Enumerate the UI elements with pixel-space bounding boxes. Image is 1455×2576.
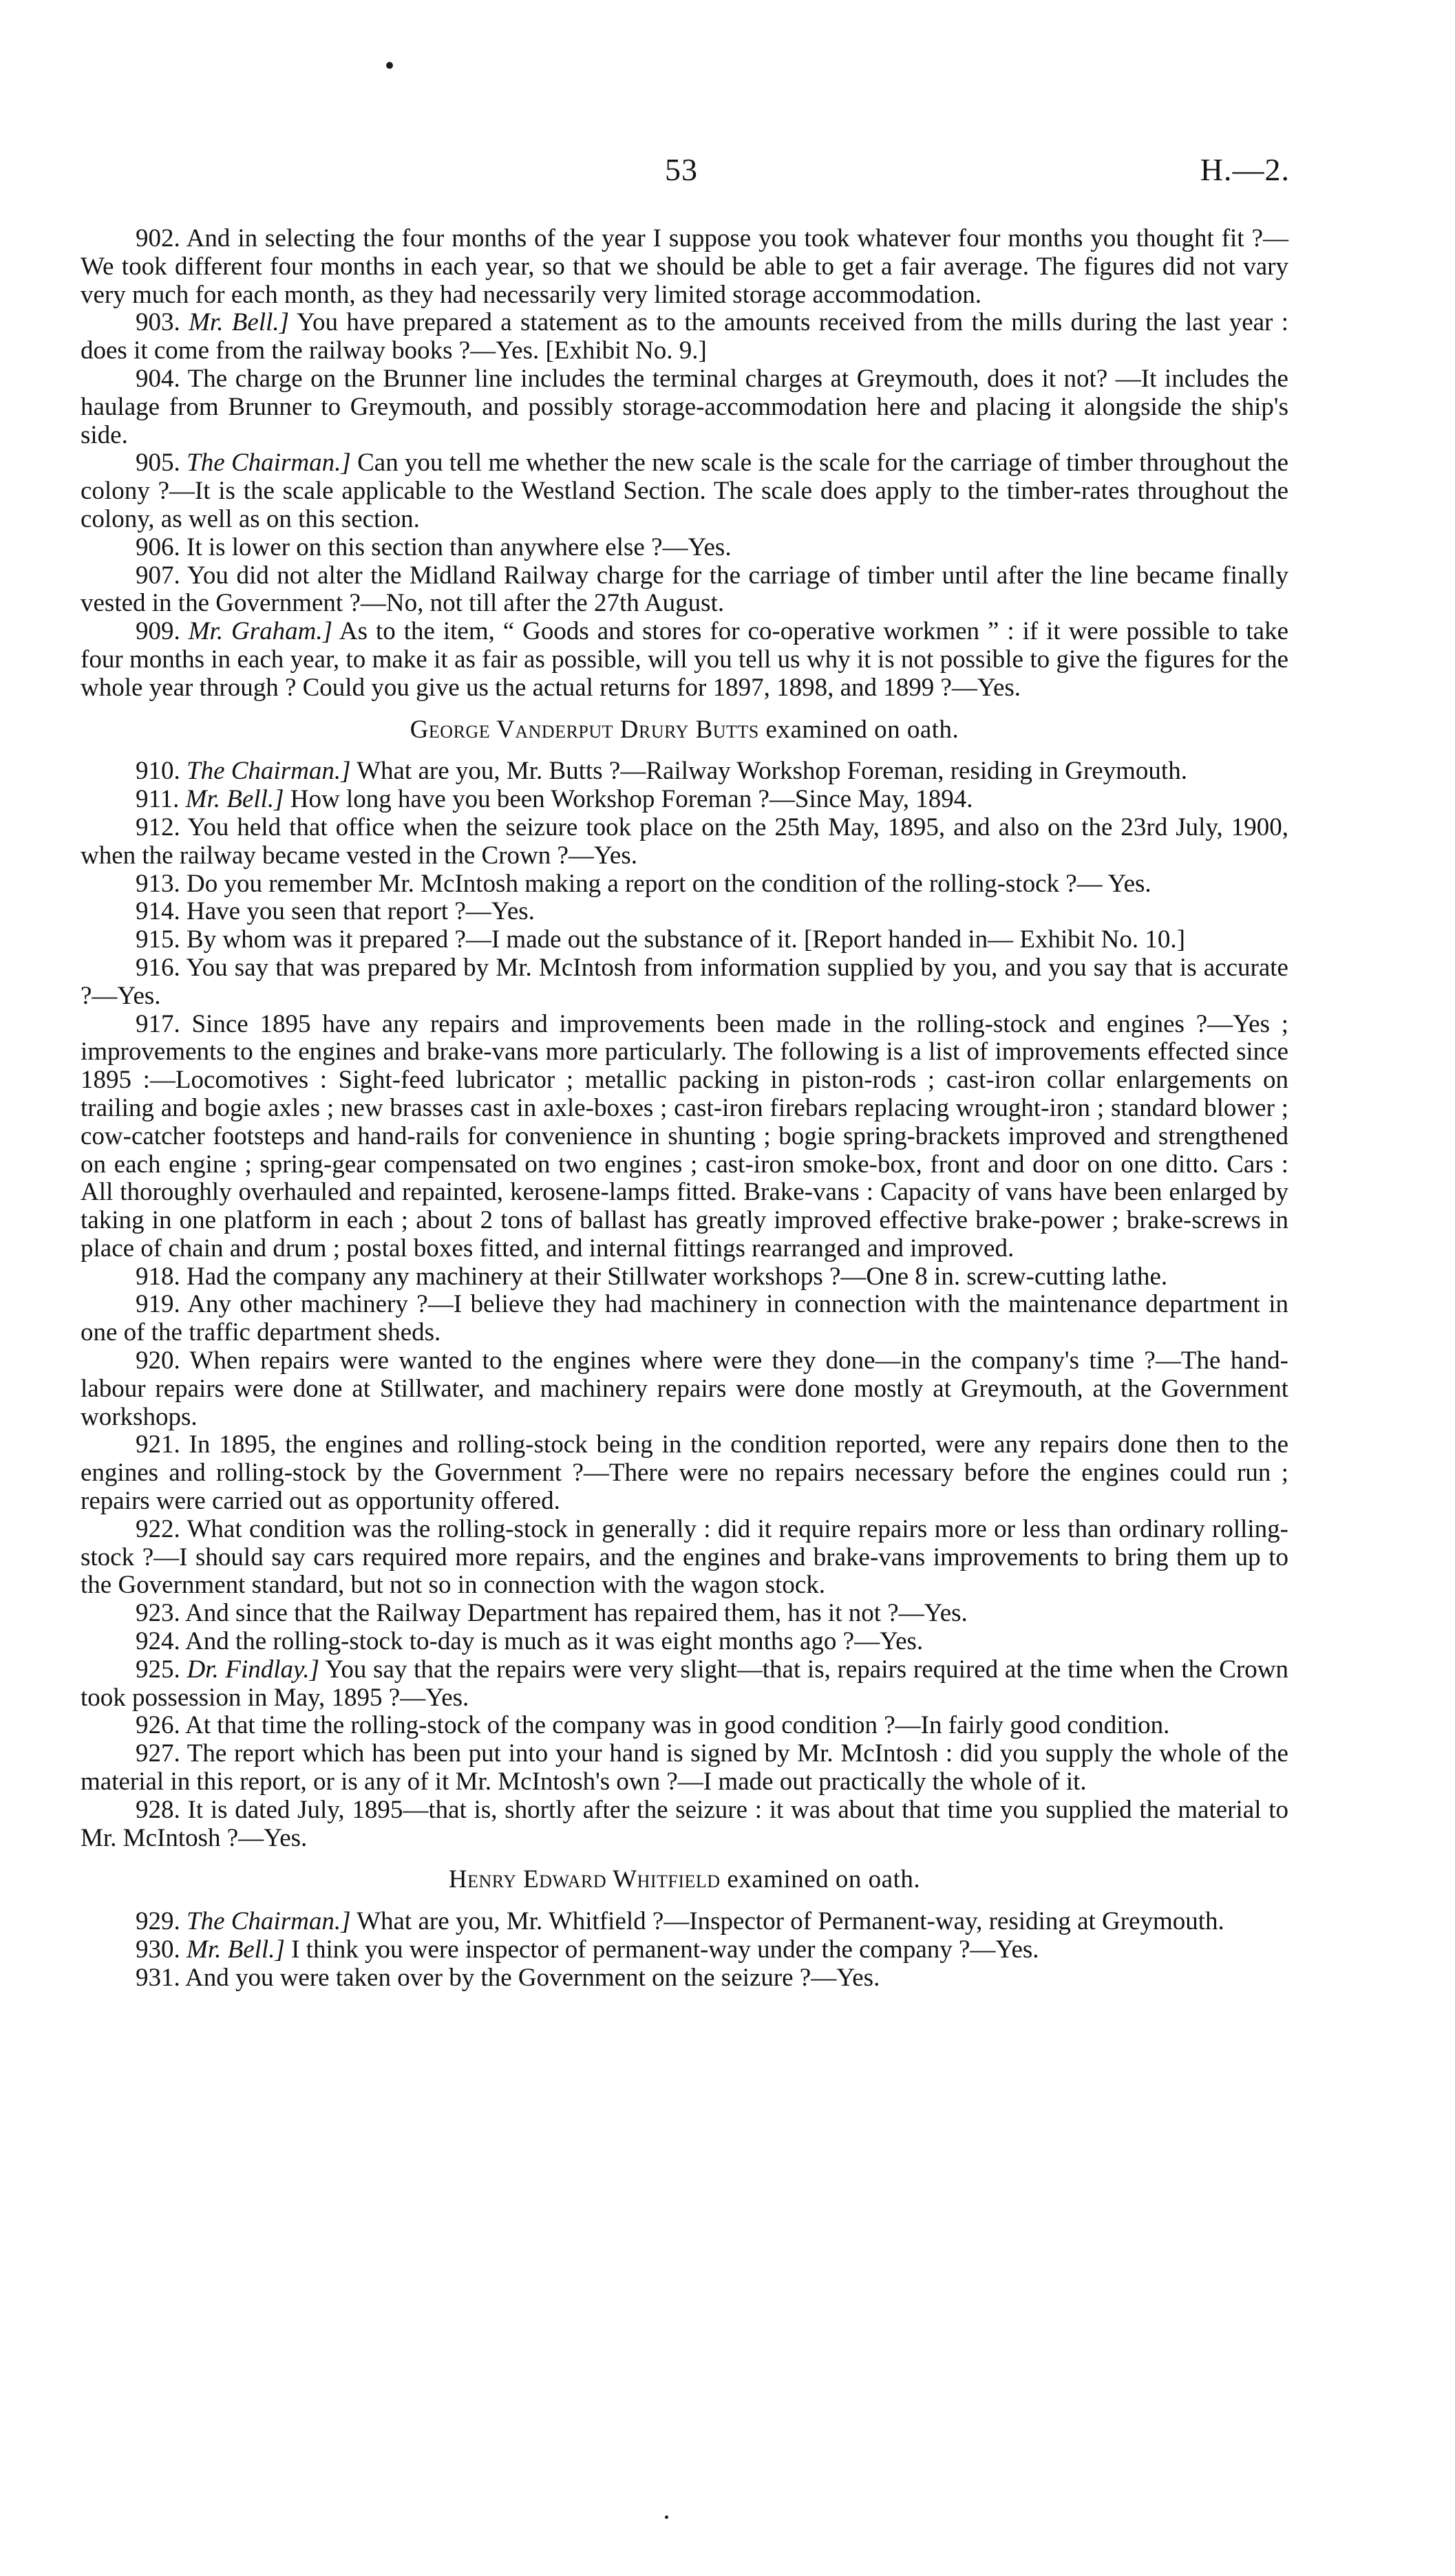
witness-heading-suffix: examined on oath. <box>765 715 959 744</box>
question-number: 913. <box>136 869 180 898</box>
testimony-paragraph <box>81 1936 1288 1964</box>
paragraph-text: It is lower on this section than anywhere else ?—Yes. <box>187 533 732 561</box>
page-number: 53 <box>665 152 698 187</box>
paragraph-text: You held that office when the seizure took place on the 25th May, 1895, and also on the 23rd July, 1900, when the railway became vested in the Crown ?—Yes. <box>81 813 1288 870</box>
question-number: 912. <box>136 813 180 841</box>
testimony-paragraph <box>81 225 1288 309</box>
testimony-paragraph <box>81 758 1288 786</box>
question-number: 931. <box>136 1963 180 1992</box>
paragraph-text: Any other machinery ?—I believe they had machinery in connection with the maintenance department in one of the traffic department sheds. <box>81 1290 1288 1347</box>
testimony-paragraph <box>81 365 1288 449</box>
paragraph-text: In 1895, the engines and rolling-stock being in the condition reported, were any repairs done then to the engines and rolling-stock by the Government ?—There were no repairs necessary before the engines could run ; repairs were carried out as opportunity offered. <box>81 1430 1288 1516</box>
question-number: 930. <box>136 1935 180 1964</box>
question-number: 920. <box>136 1346 180 1375</box>
speaker-name: Mr. Bell.] <box>189 308 290 337</box>
testimony-paragraph <box>81 1628 1288 1656</box>
paragraph-text: You did not alter the Midland Railway charge for the carriage of timber until after the line became finally vested in the Government ?—No, not till after the 27th August. <box>81 561 1288 618</box>
speaker-name: The Chairman.] <box>187 757 351 786</box>
paragraph-text: It is dated July, 1895—that is, shortly after the seizure : it was about that time you supplied the material to Mr. McIntosh ?—Yes. <box>81 1795 1289 1852</box>
page-body <box>81 225 1288 1993</box>
question-number: 917. <box>136 1009 180 1038</box>
question-number: 924. <box>136 1627 180 1656</box>
witness-heading <box>81 1866 1288 1894</box>
witness-heading <box>81 716 1288 744</box>
paragraph-text: The charge on the Brunner line includes the terminal charges at Greymouth, does it not? —It includes the haulage from Brunner to Greymouth, and possibly storage-accommodation here and placing it alongside the ship's side. <box>81 364 1288 449</box>
paragraph-text: What condition was the rolling-stock in generally : did it require repairs more or less than ordinary rolling-stock ?—I should say cars required more repairs, and the engines and brake-vans improvements to bring them up to the Government standard, but not so in connection with the wagon stock. <box>81 1514 1288 1600</box>
question-number: 919. <box>136 1290 180 1319</box>
witness-heading-suffix: examined on oath. <box>727 1865 921 1894</box>
ink-speck-top <box>386 62 393 69</box>
document-reference: H.—2. <box>1200 152 1290 187</box>
testimony-paragraph <box>81 1600 1288 1628</box>
question-number: 905. <box>136 449 180 477</box>
question-number: 918. <box>136 1262 180 1291</box>
question-number: 923. <box>136 1599 180 1628</box>
paragraph-text: How long have you been Workshop Foreman ?—Since May, 1894. <box>290 785 973 814</box>
testimony-paragraph <box>81 898 1288 926</box>
testimony-paragraph <box>81 1964 1288 1993</box>
question-number: 926. <box>136 1711 180 1740</box>
testimony-paragraph <box>81 1796 1288 1853</box>
testimony-paragraph <box>81 926 1288 954</box>
testimony-paragraph <box>81 814 1288 870</box>
speaker-name: The Chairman.] <box>187 449 351 477</box>
question-number: 914. <box>136 897 180 926</box>
witness-name: George Vanderput Drury Butts <box>410 715 759 744</box>
paragraph-text: When repairs were wanted to the engines where were they done—in the company's time ?—The hand-labour repairs were done at Stillwater, and machinery repairs were done mostly at Greymouth, at the Government workshops. <box>81 1346 1288 1431</box>
paragraph-text: And the rolling-stock to-day is much as it was eight months ago ?—Yes. <box>184 1627 924 1656</box>
testimony-paragraph <box>81 562 1288 619</box>
question-number: 922. <box>136 1514 180 1543</box>
question-number: 906. <box>136 533 180 561</box>
testimony-paragraph <box>81 1291 1288 1347</box>
paragraph-text: Have you seen that report ?—Yes. <box>187 897 535 926</box>
paragraph-text: And since that the Railway Department has repaired them, has it not ?—Yes. <box>184 1599 968 1628</box>
speaker-name: The Chairman.] <box>187 1907 351 1936</box>
testimony-paragraph <box>81 309 1288 365</box>
testimony-paragraph <box>81 449 1288 533</box>
paragraph-text: What are you, Mr. Butts ?—Railway Workshop Foreman, residing in Greymouth. <box>357 757 1187 786</box>
paragraph-text: Had the company any machinery at their Stillwater workshops ?—One 8 in. screw-cutting lathe. <box>187 1262 1168 1291</box>
testimony-paragraph <box>81 786 1288 814</box>
testimony-paragraph <box>81 1516 1288 1600</box>
testimony-paragraph <box>81 534 1288 562</box>
question-number: 911. <box>136 785 180 814</box>
testimony-paragraph <box>81 1712 1288 1740</box>
question-number: 909. <box>136 617 180 646</box>
question-number: 910. <box>136 757 180 786</box>
question-number: 928. <box>136 1795 180 1824</box>
witness-name: Henry Edward Whitfield <box>448 1865 721 1894</box>
question-number: 907. <box>136 561 180 590</box>
paragraph-text: At that time the rolling-stock of the company was in good condition ?—In fairly good condition. <box>184 1711 1170 1740</box>
question-number: 921. <box>136 1430 180 1459</box>
question-number: 915. <box>136 925 180 954</box>
speaker-name: Mr. Bell.] <box>187 1935 285 1964</box>
testimony-paragraph <box>81 1431 1288 1515</box>
testimony-paragraph <box>81 1656 1288 1713</box>
paragraph-text: Since 1895 have any repairs and improvements been made in the rolling-stock and engines ?—Yes ; improvements to the engines and brake-vans more particularly. The following is a list of improvements effected since 1895 :—Locomotives : Sight-feed lubricator ; metallic packing in piston-rods ; cast-iron collar enlargements on trailing and bogie axles ; new brasses cast in axle-boxes ; cast-iron firebars replacing wrought-iron ; standard blower ; cow-catcher footsteps and hand-rails for convenience in shunting ; bogie spring-brackets improved and strengthened on each engine ; spring-gear compensated on two engines ; cast-iron smoke-box, front and door on one ditto. Cars : All thoroughly overhauled and repainted, kerosene-lamps fitted. Brake-vans : Capacity of vans have been enlarged by taking in one platform in each ; about 2 tons of ballast has greatly improved effective brake-power ; brake-screws in place of chain and drum ; postal boxes fitted, and internal fittings rearranged and improved. <box>81 1009 1288 1263</box>
paragraph-text: And you were taken over by the Government on the seizure ?—Yes. <box>184 1963 880 1992</box>
paragraph-text: And in selecting the four months of the year I suppose you took whatever four months you thought fit ?—We took different four months in each year, so that we should be able to get a fair average. The figures did not vary very much for each month, as they had necessarily very limited storage accommodation. <box>81 224 1288 309</box>
ink-speck-bottom <box>665 2515 668 2519</box>
paragraph-text: You say that the repairs were very slight—that is, repairs required at the time when the Crown took possession in May, 1895 ?—Yes. <box>81 1655 1288 1712</box>
paragraph-text: The report which has been put into your hand is signed by Mr. McIntosh : did you supply the whole of the material in this report, or is any of it Mr. McIntosh's own ?—I made out practically the whole of it. <box>81 1739 1288 1796</box>
testimony-paragraph <box>81 1908 1288 1936</box>
paragraph-text: Can you tell me whether the new scale is the scale for the carriage of timber throughout the colony ?—It is the scale applicable to the Westland Section. The scale does apply to the timber-rates throughout the colony, as well as on this section. <box>81 449 1289 533</box>
paragraph-text: You have prepared a statement as to the amounts received from the mills during the last year : does it come from the railway books ?—Yes. [Exhibit No. 9.] <box>81 308 1288 365</box>
question-number: 903. <box>136 308 180 337</box>
speaker-name: Mr. Bell.] <box>185 785 284 814</box>
testimony-paragraph <box>81 1740 1288 1796</box>
question-number: 927. <box>136 1739 180 1768</box>
paragraph-text: As to the item, “ Goods and stores for co-operative workmen ” : if it were possible to take four months in each year, to make it as fair as possible, will you tell us why it is not possible to give the figures for the whole year through ? Could you give us the actual returns for 1897, 1898, and 1899 ?—Yes. <box>81 617 1289 702</box>
paragraph-text: Do you remember Mr. McIntosh making a report on the condition of the rolling-stock ?— Yes. <box>187 869 1151 898</box>
speaker-name: Dr. Findlay.] <box>187 1655 320 1684</box>
testimony-paragraph <box>81 954 1288 1011</box>
paragraph-text: What are you, Mr. Whitfield ?—Inspector of Permanent-way, residing at Greymouth. <box>357 1907 1224 1936</box>
question-number: 929. <box>136 1907 180 1936</box>
paragraph-text: I think you were inspector of permanent-way under the company ?—Yes. <box>291 1935 1039 1964</box>
speaker-name: Mr. Graham.] <box>188 617 333 646</box>
testimony-paragraph <box>81 1347 1288 1431</box>
testimony-paragraph <box>81 870 1288 899</box>
paragraph-text: By whom was it prepared ?—I made out the substance of it. [Report handed in— Exhibit No. 10.] <box>187 925 1185 954</box>
question-number: 916. <box>136 953 180 982</box>
question-number: 904. <box>136 364 180 393</box>
paragraph-text: You say that was prepared by Mr. McIntosh from information supplied by you, and you say that is accurate ?—Yes. <box>81 953 1288 1010</box>
testimony-paragraph <box>81 618 1288 702</box>
testimony-paragraph <box>81 1263 1288 1291</box>
testimony-paragraph <box>81 1011 1288 1263</box>
question-number: 902. <box>136 224 180 253</box>
question-number: 925. <box>136 1655 180 1684</box>
